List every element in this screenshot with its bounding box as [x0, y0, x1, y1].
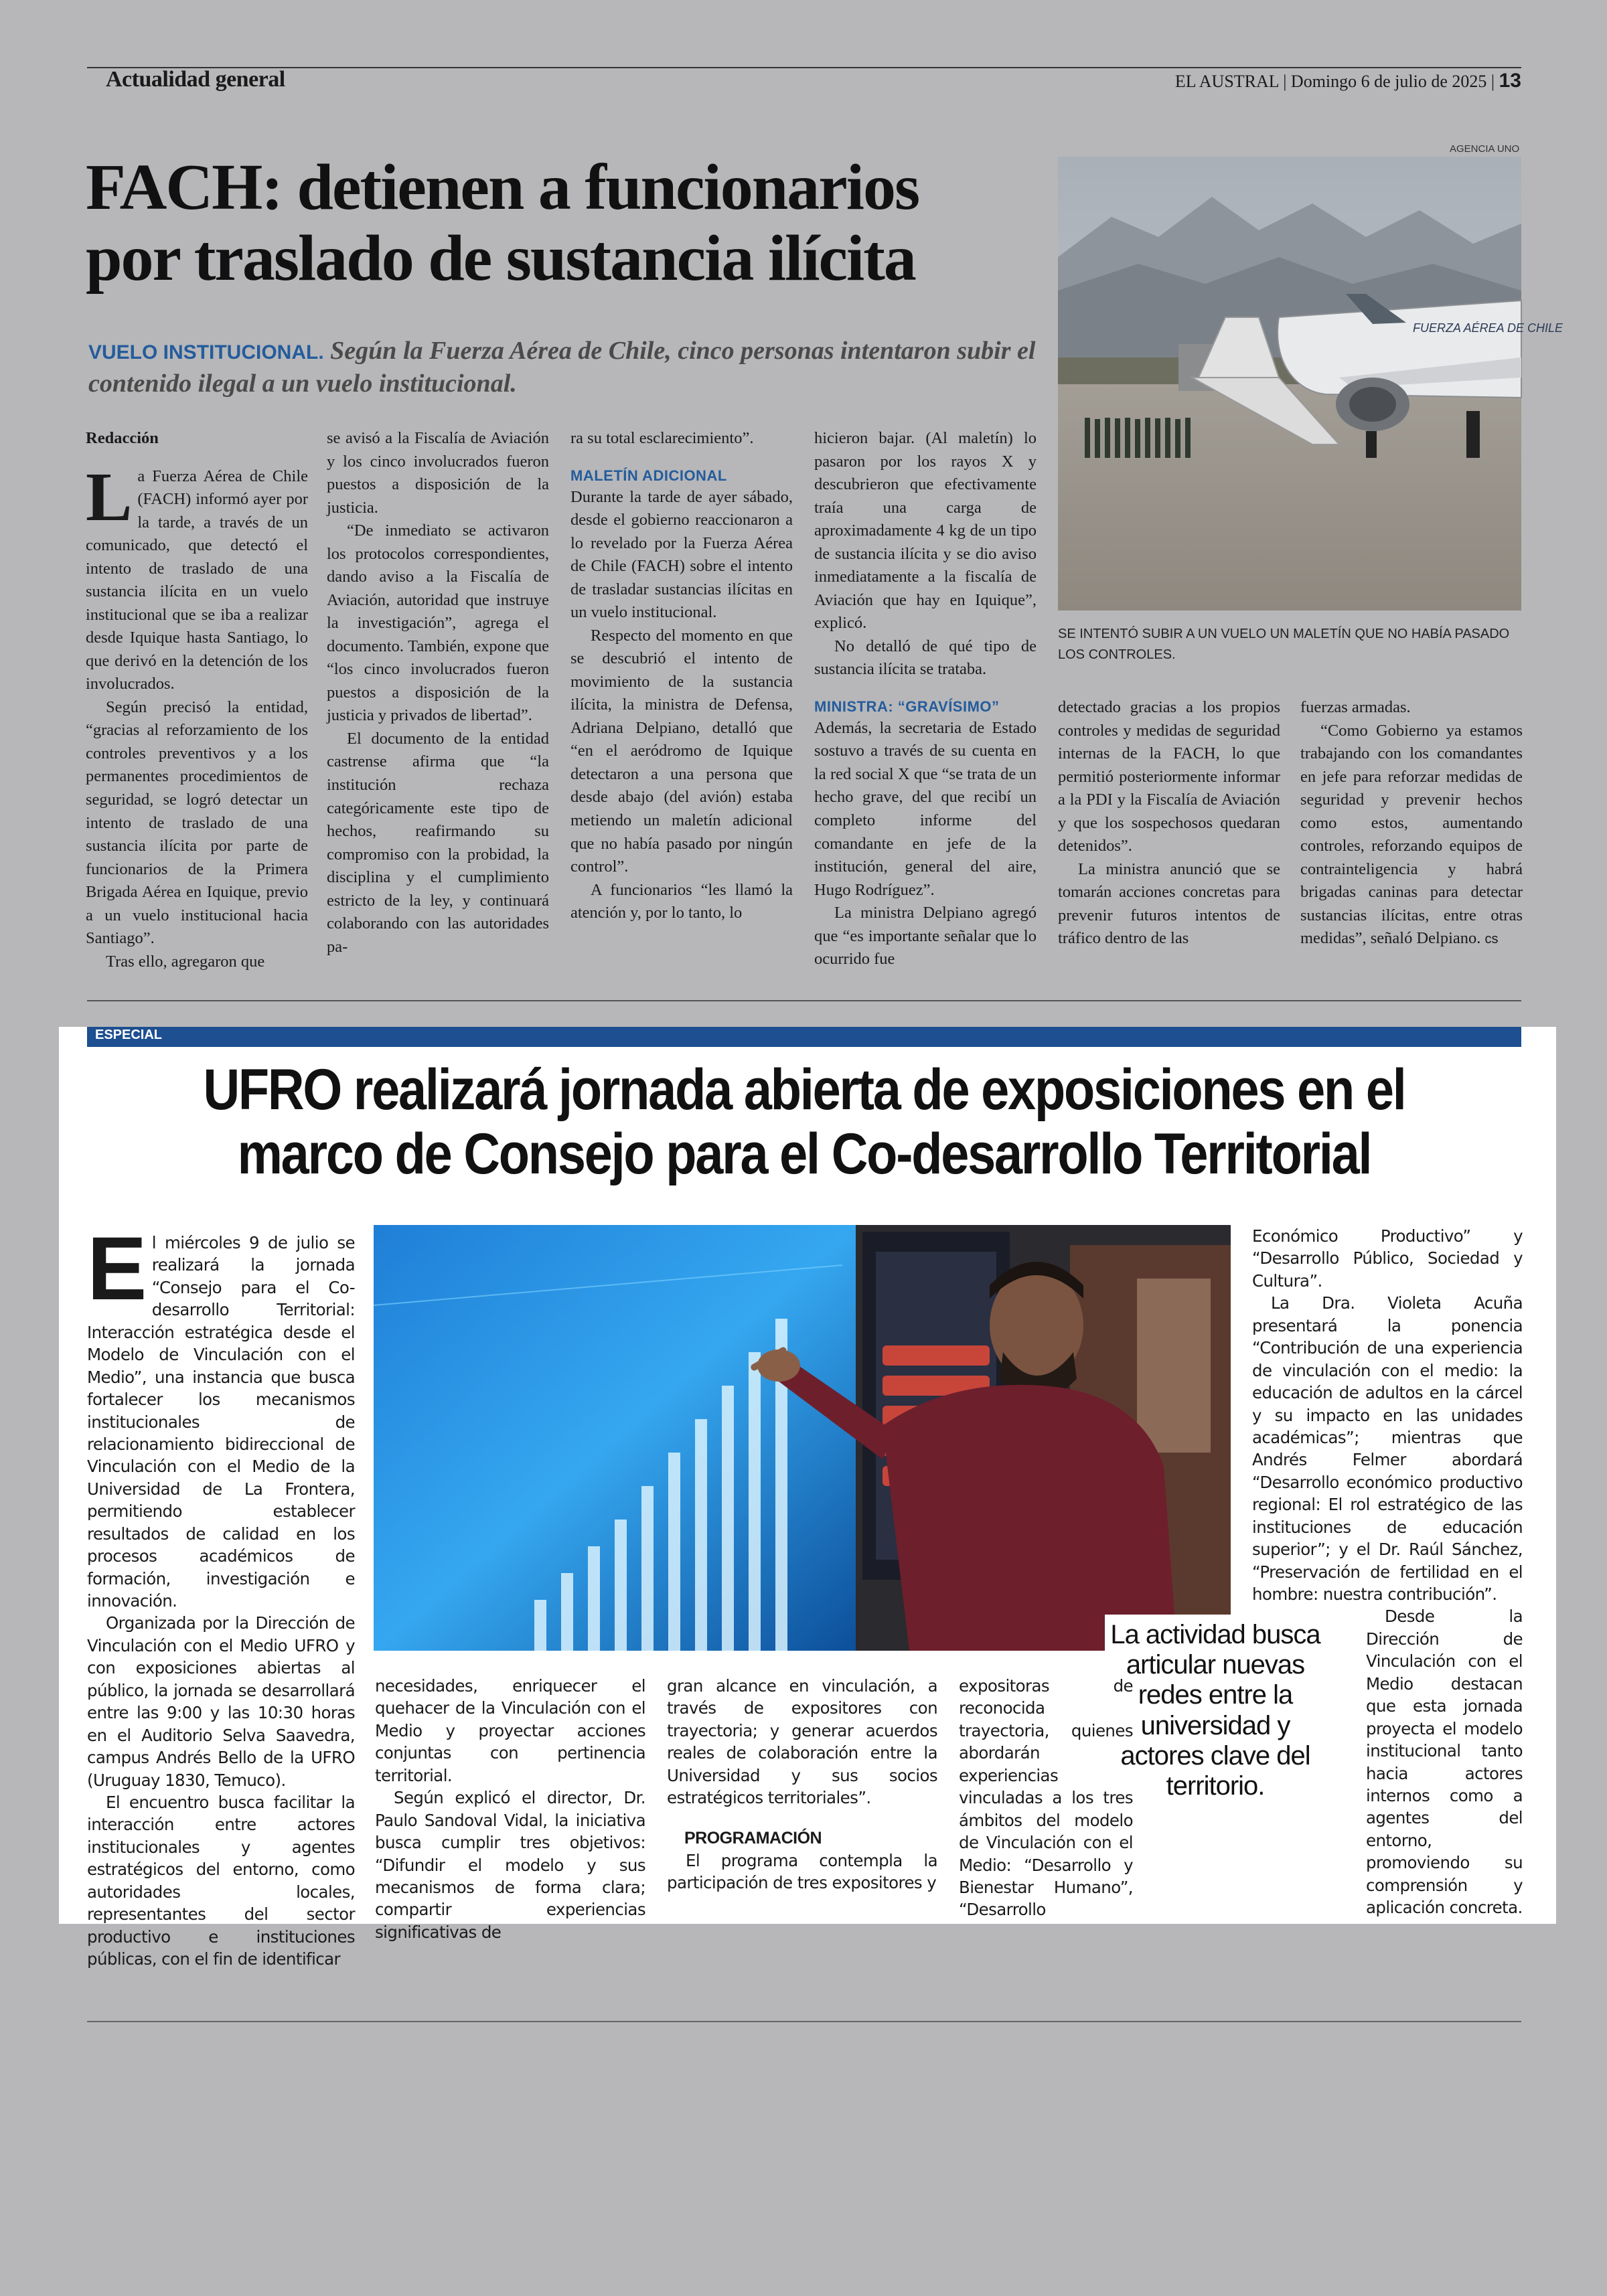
header-rule: [87, 67, 1521, 68]
paragraph: La ministra anunció que se tomarán acciones concretas para prevenir futuros intentos de tráfico dentro de las: [1058, 859, 1280, 948]
pull-quote: La actividad busca articular nuevas redes entre la universidad y actores clave del territorio.: [1105, 1615, 1326, 1807]
special-tag: ESPECIAL: [95, 1028, 163, 1042]
article2-col-3: [667, 1675, 937, 1894]
paragraph: Además, la secretaria de Estado sostuvo a través de su cuenta en la red social X que “se trata de un hecho grave, del que recibí un completo informe del comandante en jefe de la institución, general del aire, Hugo Rodríguez”.: [814, 718, 1037, 899]
deck-kicker: VUELO INSTITUCIONAL.: [88, 341, 324, 363]
paragraph: Según explicó el director, Dr. Paulo Sandoval Vidal, la iniciativa busca cumplir tres objetivos: “Difundir el modelo y sus mecanismos de forma clara; compartir experiencias significativas de: [375, 1788, 645, 1942]
paragraph: Desde la Dirección de Vinculación con el Medio destacan que esta jornada proyecta el modelo institucional tanto hacia actores internos como a agentes del entorno, promoviendo su comprensión y aplicación concreta.: [1366, 1607, 1523, 1918]
paragraph: La Dra. Violeta Acuña presentará la ponencia “Contribución de una experiencia de vinculación con el medio: la educación de adultos en la cárcel y su impacto en las unidades académicas”; mientras que Andrés Felmer abordará “Desarrollo económico productivo regional: El rol estratégico de las instituciones de educación superior”; y el Dr. Raúl Sánchez, “Preservación de fertilidad en el hombre: nuestra contribución”.: [1252, 1293, 1523, 1604]
bottom-rule: [87, 2021, 1521, 2022]
paragraph: Económico Productivo” y “Desarrollo Público, Sociedad y Cultura”.: [1252, 1226, 1523, 1291]
headline-line-2: por traslado de sustancia ilícita: [86, 222, 915, 295]
paragraph: El programa contempla la participación de tres expositores y: [667, 1850, 937, 1893]
article2-col-5: [1252, 1225, 1523, 1919]
subhead: MINISTRA: “GRAVÍSIMO”: [814, 698, 1000, 715]
drop-cap: L: [86, 458, 133, 536]
article1-col-1: [86, 427, 308, 973]
paragraph: hicieron bajar. (Al maletín) lo pasaron por los rayos X y descubrieron que efectivamente traía una carga de aproximadamente 4 kg de un tipo de sustancia ilícita y se dio aviso inmediatamente a la fiscalía de Aviación que hay en Iquique”, explicó.: [814, 429, 1037, 633]
article2-col-2: [375, 1675, 645, 1943]
section-label: Actualidad general: [106, 67, 285, 92]
article1-headline: [86, 153, 1043, 295]
paragraph: “Como Gobierno ya estamos trabajando con los comandantes en jefe para reforzar medidas de seguridad y prevenir hechos como estos, aumentando controles, reforzando equipos de contrainteligencia y habrá brigadas caninas para detectar sustancias ilícitas, entre otras medidas”, señaló Delpiano. cs: [1300, 721, 1523, 948]
article2-headline: [173, 1058, 1436, 1187]
article1-col-4: [814, 427, 1037, 971]
end-mark: cs: [1484, 932, 1499, 947]
photo-caption: SE INTENTÓ SUBIR A UN VUELO UN MALETÍN QUE NO HABÍA PASADO LOS CONTROLES.: [1058, 627, 1510, 662]
paragraph: “De inmediato se activaron los protocolos correspondientes, dando aviso a la Fiscalía de Aviación, autoridad que instruye la investigación”, agrega el documento. También, expone que “los cinco involucrados fueron puestos a disposición de la justicia y privados de libertad”.: [327, 521, 549, 725]
aircraft-livery-text: FUERZA AÉREA DE CHILE: [1413, 321, 1563, 335]
paragraph: expositoras de reconocida trayectoria, quienes abordarán experiencias vinculadas a los tres ámbitos del modelo de Vinculación con el Medio: “Desarrollo y Bienestar Humano”, “Desarrollo: [959, 1676, 1133, 1920]
aircraft-photo: [1058, 157, 1563, 610]
paragraph: La ministra Delpiano agregó que “es importante señalar que lo ocurrido fue: [814, 904, 1037, 969]
paragraph: El documento de la entidad castrense afirma que “la institución rechaza categóricamente este tipo de hechos, reafirmando su compromiso con la probidad, la disciplina y el cumplimiento estricto de la ley, y continuará colaborando con las autoridades pa-: [327, 729, 549, 956]
paragraph: No detalló de qué tipo de sustancia ilícita se trataba.: [814, 637, 1037, 679]
paragraph: Según precisó la entidad, “gracias al reforzamiento de los controles preventivos y a los permanentes procedimientos de seguridad, se logró detectar un intento de traslado de una sustancia ilícita por parte de funcionarios de la Primera Brigada Aérea en Iquique, previo a un vuelo institucional hacia Santiago”.: [86, 698, 308, 948]
deck-text: Según la Fuerza Aérea de Chile, cinco personas intentaron subir el contenido ilegal a un vuelo institucional.: [88, 337, 1036, 398]
paragraph: Respecto del momento en que se descubrió el intento de movimiento de la sustancia ilícita, la ministra de Defensa, Adriana Delpiano, detalló que “en el aeródromo de Iquique detectaron a una persona que desde abajo (del avión) estaba metiendo un maletín adicional que no había pasado por ningún control”.: [570, 626, 793, 876]
paragraph: detectado gracias a los propios controles y medidas de seguridad internas de la FACH, lo que permitió posteriormente informar a la PDI y la Fiscalía de Aviación y que los sospechosos quedaran detenidos”.: [1058, 698, 1280, 855]
headline-line-1: UFRO realizará jornada abierta de exposiciones en el: [203, 1058, 1405, 1122]
drop-cap: E: [87, 1219, 147, 1319]
paragraph: necesidades, enriquecer el quehacer de la Vinculación con el Medio y proyectar acciones conjuntas con pertinencia territorial.: [375, 1676, 645, 1785]
paragraph: gran alcance en vinculación, a través de expositores con trayectoria; y generar acuerdos reales de colaboración entre la Universidad y sus socios estratégicos territoriales”.: [667, 1676, 937, 1808]
article2-col-1: [87, 1219, 355, 1970]
headline-line-2: marco de Consejo para el Co-desarrollo Territorial: [237, 1122, 1371, 1187]
paragraph: ra su total esclarecimiento”.: [570, 429, 754, 447]
paragraph: fuerzas armadas.: [1300, 698, 1411, 716]
paragraph: A funcionarios “les llamó la atención y, por lo tanto, lo: [570, 880, 793, 922]
headline-line-1: FACH: detienen a funcionarios: [86, 151, 919, 224]
paragraph: Tras ello, agregaron que: [106, 952, 265, 971]
article1-col-5: [1058, 696, 1280, 951]
article1-col-6: [1300, 696, 1523, 951]
article1-col-2: [327, 427, 549, 959]
paper-name: EL AUSTRAL: [1174, 72, 1279, 91]
issue-date: Domingo 6 de julio de 2025: [1290, 72, 1487, 91]
paragraph: La Fuerza Aérea de Chile (FACH) informó ayer por la tarde, a través de un comunicado, que detectó el intento de traslado de una sustancia ilícita en un vuelo institucional que se iba a realizar desde Iquique hasta Santiago, lo que derivó en la detención de los involucrados.: [86, 458, 308, 693]
special-bar: [87, 1027, 1521, 1047]
subhead: PROGRAMACIÓN: [684, 1828, 822, 1848]
article2-col-4: [959, 1675, 1227, 1921]
presenter-photo: [374, 1225, 1231, 1651]
photo-credit: AGENCIA UNO: [1450, 143, 1520, 155]
paragraph: se avisó a la Fiscalía de Aviación y los cinco involucrados fueron puestos a disposición de la justicia.: [327, 429, 549, 517]
paragraph: El miércoles 9 de julio se realizará la jornada “Consejo para el Co-desarrollo Territorial: Interacción estratégica desde el Modelo de Vinculación con el Medio”, una instancia que busca fortalecer los mecanismos institucionales de relacionamiento bidireccional de Vinculación con el Medio de la Universidad de La Frontera, permitiendo establecer resultados de calidad en los procesos académicos de formación, investigación e innovación.: [87, 1219, 355, 1611]
paragraph: Organizada por la Dirección de Vinculación con el Medio UFRO y con exposiciones abiertas al público, la jornada se desarrollará entre las 9:00 y las 10:30 horas en el Auditorio Selva Saavedra, campus Andrés Bello de la UFRO (Uruguay 1830, Temuco).: [87, 1613, 355, 1790]
subhead: MALETÍN ADICIONAL: [570, 467, 727, 484]
paragraph: El encuentro busca facilitar la interacción entre actores institucionales y agentes estratégicos del entorno, como autoridades locales, representantes del sector productivo e instituciones públicas, con el fin de identificar: [87, 1792, 355, 1969]
section-divider: [87, 1000, 1521, 1001]
page-number: 13: [1499, 70, 1521, 92]
article1-deck: [88, 335, 1039, 400]
byline: Redacción: [86, 429, 159, 447]
paragraph: Durante la tarde de ayer sábado, desde el gobierno reaccionaron a lo revelado por la Fuerza Aérea de Chile (FACH) sobre el intento de trasladar sustancias ilícitas en un vuelo institucional.: [570, 487, 793, 622]
masthead: EL AUSTRAL | Domingo 6 de julio de 2025 | 13: [1174, 70, 1521, 92]
article1-col-3: [570, 427, 793, 925]
